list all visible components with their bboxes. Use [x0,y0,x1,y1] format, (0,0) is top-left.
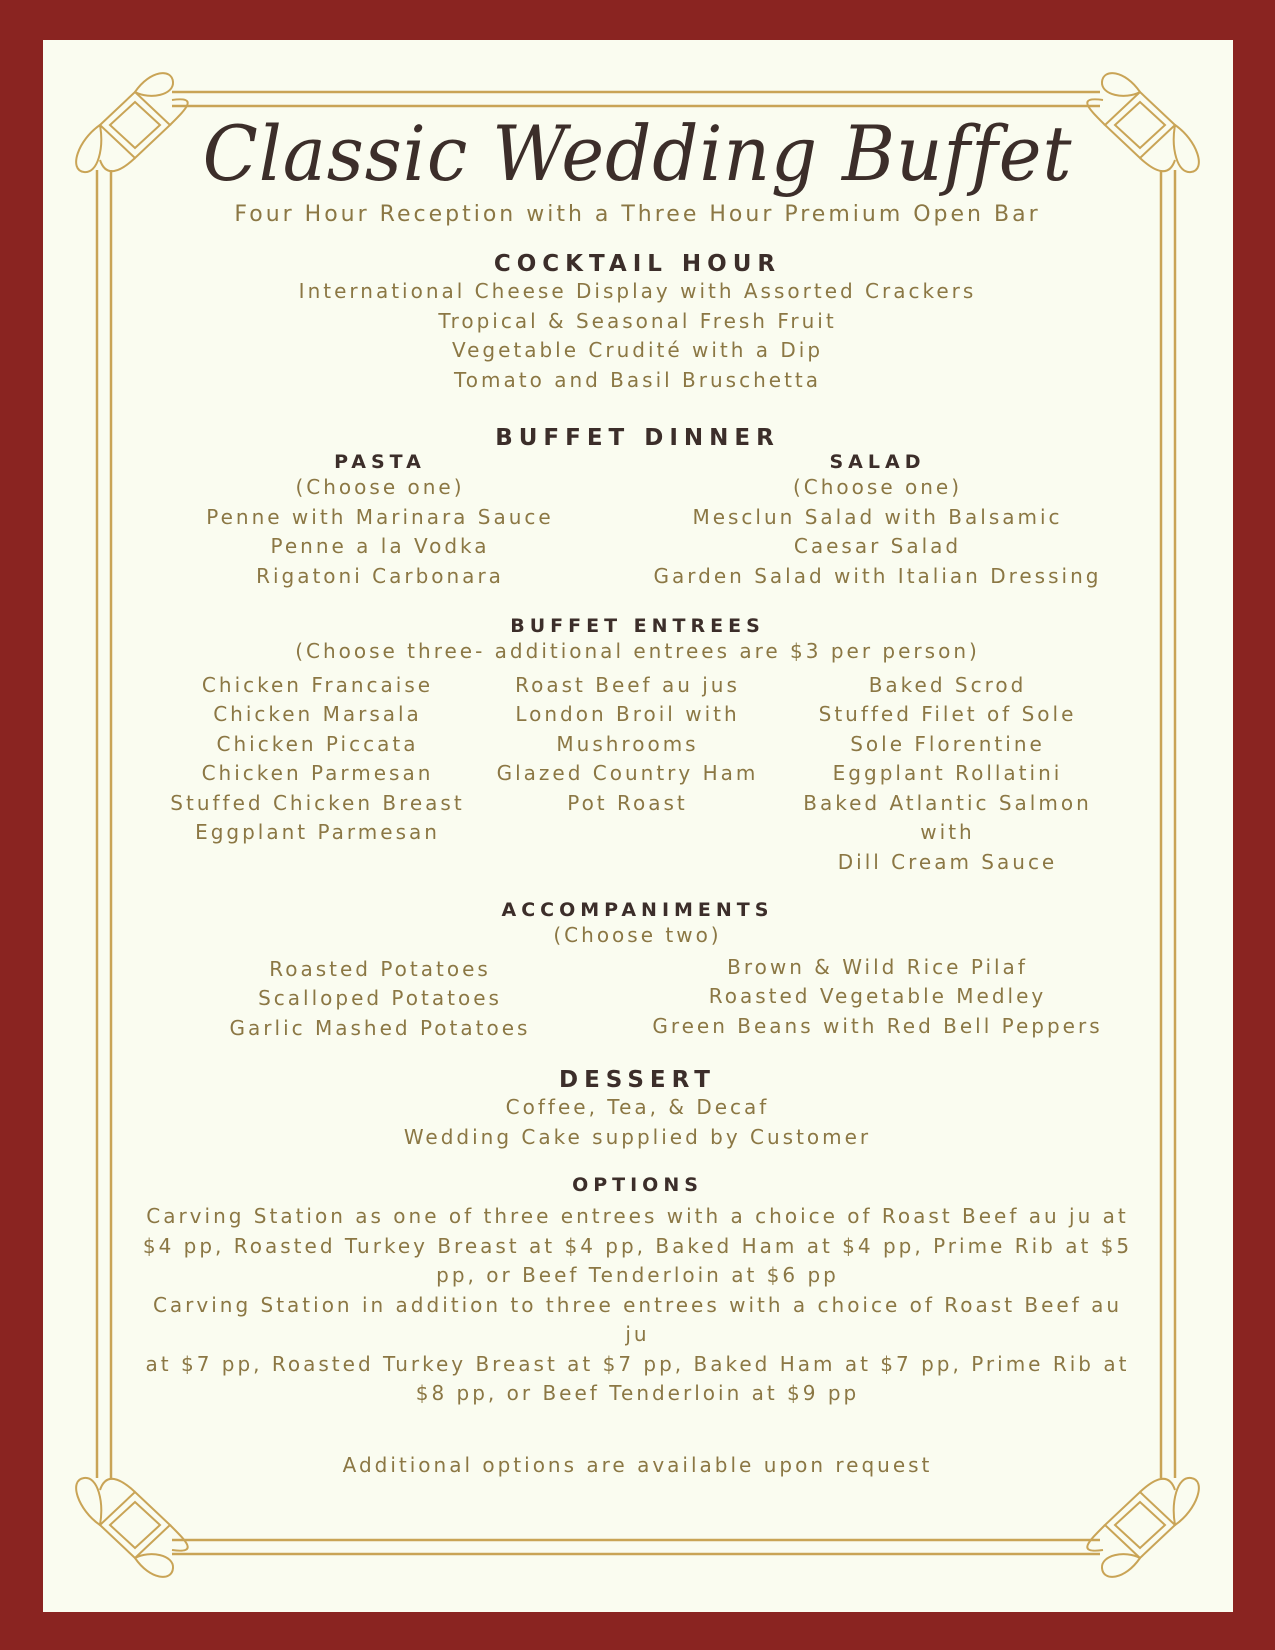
accompaniments-note: (Choose two) [553,923,722,947]
entrees-section [140,615,1135,877]
list-item: Mushrooms [556,731,699,756]
list-item: Chicken Parmesan [201,761,434,785]
dinner-columns [140,451,1135,591]
dessert-section [140,1067,1135,1152]
accompaniments-heading: ACCOMPANIMENTS [501,899,774,921]
entrees-columns [140,671,1135,878]
list-item: Baked Scrod [868,672,1027,697]
entrees-col-3 [773,671,1123,878]
list-item: Eggplant Parmesan [195,820,440,844]
list-item: Roasted Vegetable Medley [708,984,1047,1008]
list-item: Green Beans with Red Bell Peppers [652,1013,1103,1038]
options-section [140,1174,1135,1480]
accompaniments-col-1 [140,953,620,1044]
list-item: Scalloped Potatoes [258,986,502,1010]
accompaniments-columns [140,953,1135,1044]
dinner-heading: BUFFET DINNER [495,425,780,451]
list-item: Caesar Salad [793,534,962,558]
options-line: pp, or Beef Tenderloin at $6 pp [436,1263,839,1287]
list-item: Garden Salad with Italian Dressing [653,563,1102,588]
entrees-heading: BUFFET ENTREES [510,615,765,637]
options-line: Carving Station in addition to three entrees with a choice of Roast Beef au ju [152,1292,1123,1346]
options-line: $8 pp, or Beef Tenderloin at $9 pp [415,1381,860,1405]
list-item: London Broil with [515,702,740,726]
options-text [140,1202,1135,1409]
list-item: Roast Beef au jus [515,672,740,697]
list-item: Pot Roast [567,790,688,815]
list-item: Mesclun Salad with Balsamic [692,504,1063,529]
list-item: Garlic Mashed Potatoes [229,1015,531,1040]
list-item: Stuffed Filet of Sole [818,702,1077,726]
options-line: $4 pp, Roasted Turkey Breast at $4 pp, Baked Ham at $4 pp, Prime Rib at $5 [142,1233,1133,1258]
list-item: Chicken Piccata [216,731,419,756]
pasta-heading: PASTA [334,451,426,473]
accompaniments-col-2 [620,953,1135,1044]
list-item: Tomato and Basil Bruschetta [453,367,822,392]
list-item: Dill Cream Sauce [837,849,1058,874]
list-item: Chicken Marsala [213,702,422,726]
pasta-note: (Choose one) [295,475,465,499]
list-item: Baked Atlantic Salmon with [803,790,1092,844]
menu-title: Classic Wedding Buffet [202,109,1073,198]
list-item: Glazed Country Ham [496,761,759,785]
options-footer: Additional options are available upon request [342,1452,933,1477]
entrees-col-1 [153,671,483,878]
list-item: Coffee, Tea, & Decaf [505,1095,770,1119]
list-item: Penne a la Vodka [270,534,490,558]
list-item: International Cheese Display with Assorted Crackers [298,279,977,303]
salad-note: (Choose one) [792,475,963,499]
entrees-note: (Choose three- additional entrees are $3 per person) [295,639,980,663]
list-item: Wedding Cake supplied by Customer [403,1124,872,1149]
options-line: at $7 pp, Roasted Turkey Breast at $7 pp, Baked Ham at $7 pp, Prime Rib at [145,1351,1130,1376]
cocktail-heading: COCKTAIL HOUR [493,251,782,277]
list-item: Eggplant Rollatini [832,761,1063,785]
menu-subtitle: Four Hour Reception with a Three Hour Premium Open Bar [234,202,1041,227]
list-item: Sole Florentine [850,731,1045,756]
accompaniments-section [140,899,1135,1043]
list-item: Chicken Francaise [201,672,434,697]
dinner-section [140,425,1135,591]
dessert-heading: DESSERT [559,1067,716,1093]
list-item: Brown & Wild Rice Pilaf [727,954,1028,979]
entrees-col-2 [483,671,773,878]
list-item: Roasted Potatoes [269,956,491,981]
list-item: Tropical & Seasonal Fresh Fruit [438,308,837,333]
pasta-column [140,451,620,591]
list-item: Vegetable Crudité with a Dip [451,338,824,362]
options-line: Carving Station as one of three entrees with a choice of Roast Beef au ju at [146,1204,1129,1228]
salad-column [620,451,1135,591]
options-heading: OPTIONS [572,1174,703,1196]
cocktail-section [140,251,1135,395]
list-item: Stuffed Chicken Breast [170,790,465,815]
list-item: Penne with Marinara Sauce [206,504,554,529]
menu-content [140,108,1135,1480]
salad-heading: SALAD [829,451,926,473]
list-item: Rigatoni Carbonara [256,563,504,588]
